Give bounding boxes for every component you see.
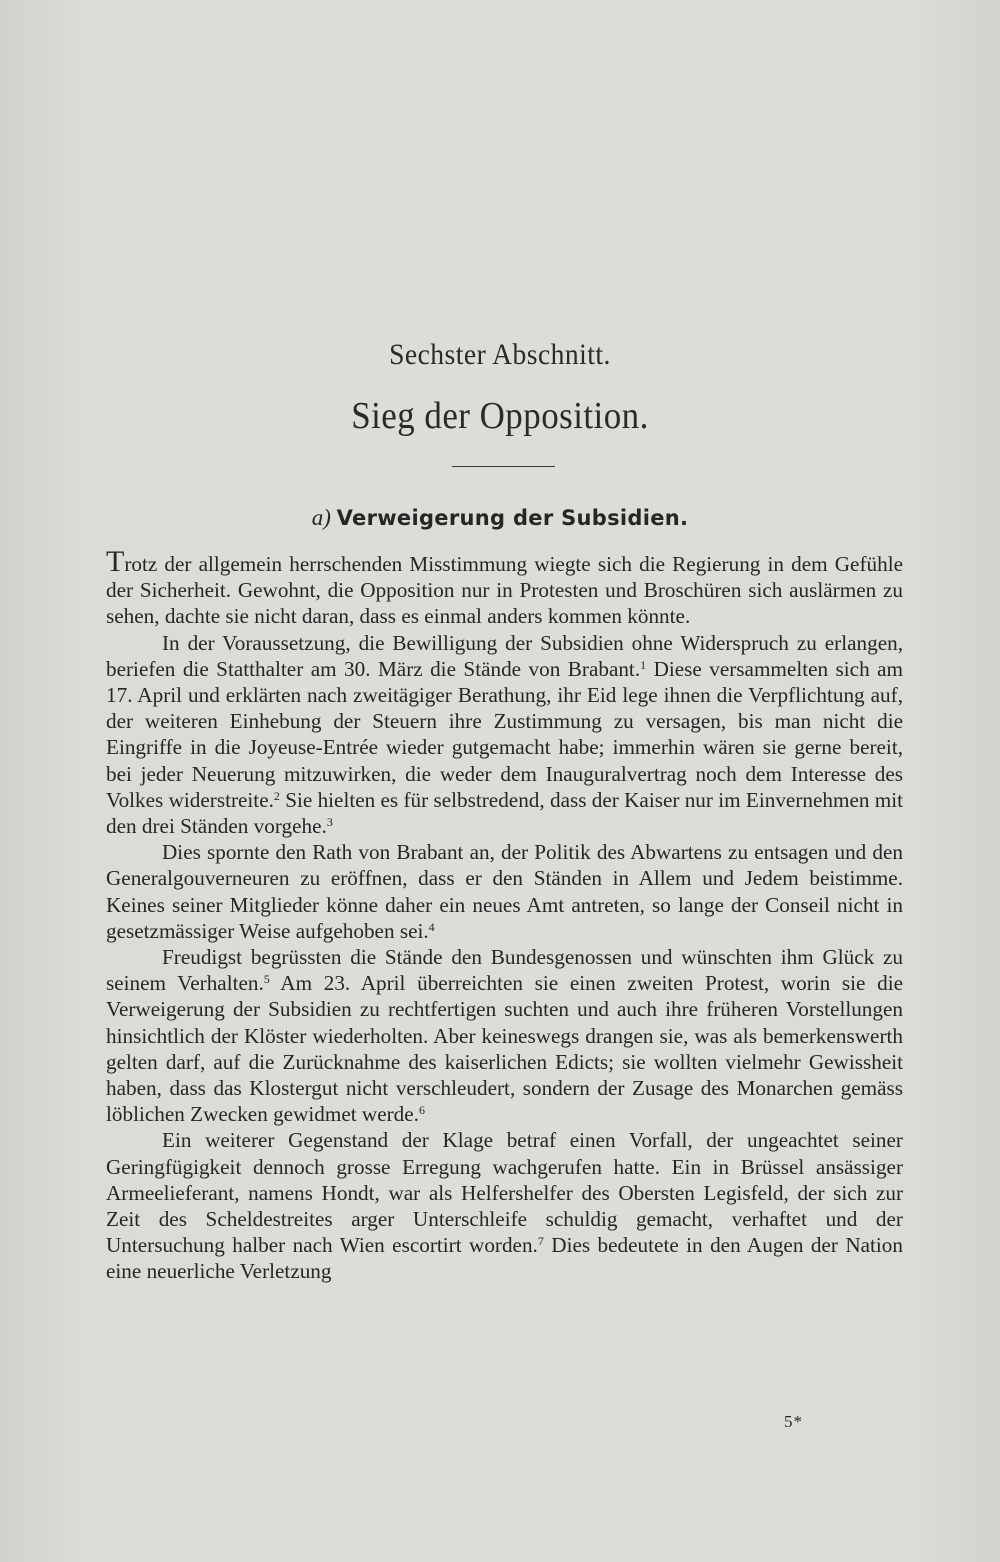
footnote-mark-1: 1 [640,657,647,672]
paragraph-2-text-c: Sie hielten es für selbstredend, dass der Kaiser nur im Einvernehmen mit den drei Ständen vorgehe. [106,787,904,839]
subsection-label: a) [311,505,331,530]
paragraph-4-text-b: Am 23. April überreichten sie einen zweiten Protest, worin sie die Verweigerung der Subsidien zu rechtfertigen suchten und auch ihre früheren Vorstellungen hinsichtlich der Klöster wiederholten. Aber keineswegs drangen sie, was als bemerkenswerth gelten darf, auf die Zurücknahme des kaiserlichen Edicts; sie wollten vielmehr Gewissheit haben, dass das Klostergut nicht verschleudert, sondern der Zusage des Monarchen gemäss löblichen Zwecken gewidmet werde. [106,971,903,1127]
footnote-mark-7: 7 [537,1234,544,1249]
footnote-mark-6: 6 [418,1103,425,1118]
footnote-mark-2: 2 [273,788,280,803]
footnote-mark-4: 4 [428,919,435,934]
paragraph-1-text: rotz der allgemein herrschenden Misstimmung wiegte sich die Regierung in dem Gefühle der Sicherheit. Gewohnt, die Opposition nur in Protesten und Broschüren sich auslärmen zu sehen, dachte sie nicht daran, dass es einmal anders kommen könnte. [106,552,903,629]
subsection-heading [0,505,1000,531]
footnote-mark-3: 3 [326,815,333,830]
body-text [106,547,903,1285]
divider-rule [452,466,555,467]
paragraph-1 [106,547,903,630]
paragraph-3 [106,839,903,944]
initial-letter: T [106,545,125,578]
paragraph-5-text-b: Dies bedeutete in den Augen der Nation eine neuerliche Verletzung [106,1233,903,1284]
chapter-title: Sieg der Opposition. [351,395,649,437]
signature-mark: 5* [784,1412,803,1431]
paragraph-3-text: Dies spornte den Rath von Brabant an, der Politik des Abwartens zu entsagen und den Generalgouverneuren zu eröffnen, dass er den Ständen in Allem und Jedem beistimme. Keines seiner Mitglieder könne daher ein neues Amt antreten, so lange der Conseil nicht in gesetzmässiger Weise aufgehoben sei. [106,840,903,943]
paragraph-5 [106,1127,903,1284]
paragraph-5-text-a: Ein weiterer Gegenstand der Klage betraf einen Vorfall, der ungeachtet seiner Geringfügigkeit dennoch grosse Erregung wachgerufen hatte. Ein in Brüssel ansässiger Armeelieferant, namens Hondt, war als Helfershelfer des Obersten Legisfeld, der sich zur Zeit des Scheldestreites arger Unterschleife schuldig gemacht, verhaftet und der Untersuchung halber nach Wien escortirt worden. [106,1128,903,1258]
section-title: Sechster Abschnitt. [389,338,611,371]
paragraph-4 [106,944,903,1127]
paragraph-4-text-a: Freudigst begrüssten die Stände den Bundesgenossen und wünschten ihm Glück zu seinem Verhalten. [106,945,903,996]
paragraph-2 [106,630,903,840]
paragraph-2-text-a: In der Voraussetzung, die Bewilligung der Subsidien ohne Widerspruch zu erlangen, beriefen die Statthalter am 30. März die Stände von Brabant. [106,630,903,681]
subsection-title: Verweigerung der Subsidien. [336,506,689,530]
paragraph-2-text-b: Diese versammelten sich am 17. April und erklärten nach zweitägiger Berathung, ihr Eid lege ihnen die Verpflichtung auf, der weiteren Einhebung der Steuern ihre Zustimmung zu versagen, bis man nicht die Eingriffe in die Joyeuse-Entrée wieder gutgemacht habe; immerhin wären sie gerne bereit, bei jeder Neuerung mitzuwirken, die weder dem Inauguralvertrag noch dem Interesse des Volkes widerstreite. [106,656,903,812]
footnote-mark-5: 5 [263,972,270,987]
